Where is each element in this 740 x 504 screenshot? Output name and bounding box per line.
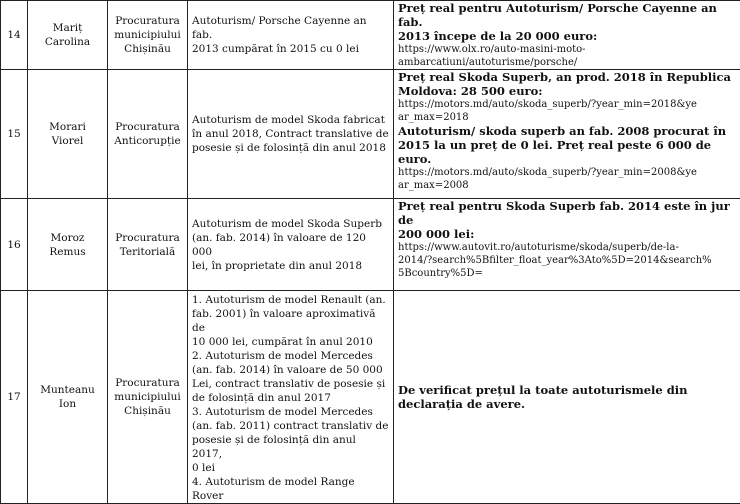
rows.3.institution-line: Chișinău xyxy=(112,404,183,418)
rows.2.note_url-line: 2014/?search%5Bfilter_float_year%3Ato%5D=2014&search% xyxy=(398,254,736,267)
rows.2.note_bold-line: 200 000 lei: xyxy=(398,227,736,241)
institution xyxy=(108,1,188,70)
institution xyxy=(108,291,188,504)
row-number: 16 xyxy=(1,199,28,291)
institution xyxy=(108,70,188,199)
row-number: 17 xyxy=(1,291,28,504)
rows.1.name-line: Morari xyxy=(32,120,103,134)
table-row xyxy=(1,1,740,70)
rows.0.asset-line: 2013 cumpărat în 2015 cu 0 lei xyxy=(192,42,389,56)
institution xyxy=(108,199,188,291)
rows.0.asset-line: Autoturism/ Porsche Cayenne an fab. xyxy=(192,14,389,42)
rows.3.asset-line: 0 lei xyxy=(192,461,389,475)
rows.3.asset-line: posesie și de folosință din anul 2017, xyxy=(192,433,389,461)
row-number: 14 xyxy=(1,1,28,70)
rows.2.asset-line: Autoturism de model Skoda Superb xyxy=(192,217,389,231)
rows.3.asset-line: (an. fab. 2014) în valoare de 50 000 xyxy=(192,363,389,377)
rows.1.name-line: Viorel xyxy=(32,134,103,148)
price-note xyxy=(394,291,740,504)
rows.2.note_bold-line: Preț real pentru Skoda Superb fab. 2014 este în jur de xyxy=(398,199,736,227)
rows.0.note_url-line: ambarcatiuni/autoturisme/porsche/ xyxy=(398,56,736,69)
rows.3.asset-line: 3. Autoturism de model Mercedes xyxy=(192,405,389,419)
rows.3.asset-line: 10 000 lei, cumpărat în anul 2010 xyxy=(192,335,389,349)
rows.2.institution-line: Procuratura xyxy=(112,231,183,245)
table-row xyxy=(1,70,740,199)
rows.3.note_bold-line: De verificat prețul la toate autoturismele din xyxy=(398,383,736,397)
rows.1.institution-line: Anticorupție xyxy=(112,134,183,148)
rows.3.asset-line: 1. Autoturism de model Renault (an. xyxy=(192,293,389,307)
rows.1.note_bold2-line: 2015 la un preț de 0 lei. Preț real peste 6 000 de euro. xyxy=(398,138,736,166)
rows.3.name-line: Ion xyxy=(32,397,103,411)
declared-asset xyxy=(188,70,394,199)
table-row xyxy=(1,199,740,291)
rows.1.note_bold-line: Preț real Skoda Superb, an prod. 2018 în Republica xyxy=(398,70,736,84)
rows.3.asset-line: de folosință din anul 2017 xyxy=(192,391,389,405)
rows.1.asset-line: posesie și de folosință din anul 2018 xyxy=(192,141,389,155)
rows.3.asset-line: Lei, contract translativ de posesie și xyxy=(192,377,389,391)
rows.1.note_url2-line: ar_max=2008 xyxy=(398,179,736,192)
rows.3.note_bold-line: declarația de avere. xyxy=(398,397,736,411)
rows.3.name-line: Munteanu xyxy=(32,383,103,397)
rows.3.asset-line: 2. Autoturism de model Mercedes xyxy=(192,349,389,363)
person-name xyxy=(28,70,108,199)
rows.2.institution-line: Teritorială xyxy=(112,245,183,259)
rows.0.note_url-line: https://www.olx.ro/auto-masini-moto- xyxy=(398,43,736,56)
rows.1.note_bold2-line: Autoturism/ skoda superb an fab. 2008 procurat în xyxy=(398,124,736,138)
rows.1.asset-line: Autoturism de model Skoda fabricat xyxy=(192,113,389,127)
price-note xyxy=(394,1,740,70)
rows.0.name-line: Carolina xyxy=(32,35,103,49)
rows.2.asset-line: lei, în proprietate din anul 2018 xyxy=(192,259,389,273)
rows.3.institution-line: Procuratura xyxy=(112,376,183,390)
person-name xyxy=(28,291,108,504)
rows.1.note_url2-line: https://motors.md/auto/skoda_superb/?year_min=2008&ye xyxy=(398,166,736,179)
rows.0.institution-line: Chișinău xyxy=(112,42,183,56)
rows.0.institution-line: municipiului xyxy=(112,28,183,42)
rows.1.note_bold-line: Moldova: 28 500 euro: xyxy=(398,84,736,98)
rows.3.asset-line: fab. 2001) în valoare aproximativă de xyxy=(192,307,389,335)
rows.2.note_url-line: https://www.autovit.ro/autoturisme/skoda/superb/de-la- xyxy=(398,241,736,254)
rows.2.note_url-line: 5Bcountry%5D= xyxy=(398,267,736,280)
table-row xyxy=(1,291,740,504)
declared-asset xyxy=(188,291,394,504)
price-note xyxy=(394,70,740,199)
rows.3.asset-line: 4. Autoturism de model Range Rover xyxy=(192,475,389,503)
rows.3.institution-line: municipiului xyxy=(112,390,183,404)
rows.3.asset-line: (an. fab. 2011) contract translativ de xyxy=(192,419,389,433)
price-note xyxy=(394,199,740,291)
rows.0.institution-line: Procuratura xyxy=(112,14,183,28)
row-number: 15 xyxy=(1,70,28,199)
rows.1.note_url-line: ar_max=2018 xyxy=(398,111,736,124)
person-name xyxy=(28,1,108,70)
rows.0.note_bold-line: Preț real pentru Autoturism/ Porsche Cayenne an fab. xyxy=(398,1,736,29)
declared-asset xyxy=(188,1,394,70)
rows.2.name-line: Remus xyxy=(32,245,103,259)
rows.1.asset-line: în anul 2018, Contract translative de xyxy=(192,127,389,141)
rows.1.note_url-line: https://motors.md/auto/skoda_superb/?year_min=2018&ye xyxy=(398,98,736,111)
rows.2.asset-line: (an. fab. 2014) în valoare de 120 000 xyxy=(192,231,389,259)
person-name xyxy=(28,199,108,291)
rows.2.name-line: Moroz xyxy=(32,231,103,245)
declared-asset xyxy=(188,199,394,291)
rows.0.note_bold-line: 2013 începe de la 20 000 euro: xyxy=(398,29,736,43)
rows.0.name-line: Mariț xyxy=(32,21,103,35)
rows.1.institution-line: Procuratura xyxy=(112,120,183,134)
